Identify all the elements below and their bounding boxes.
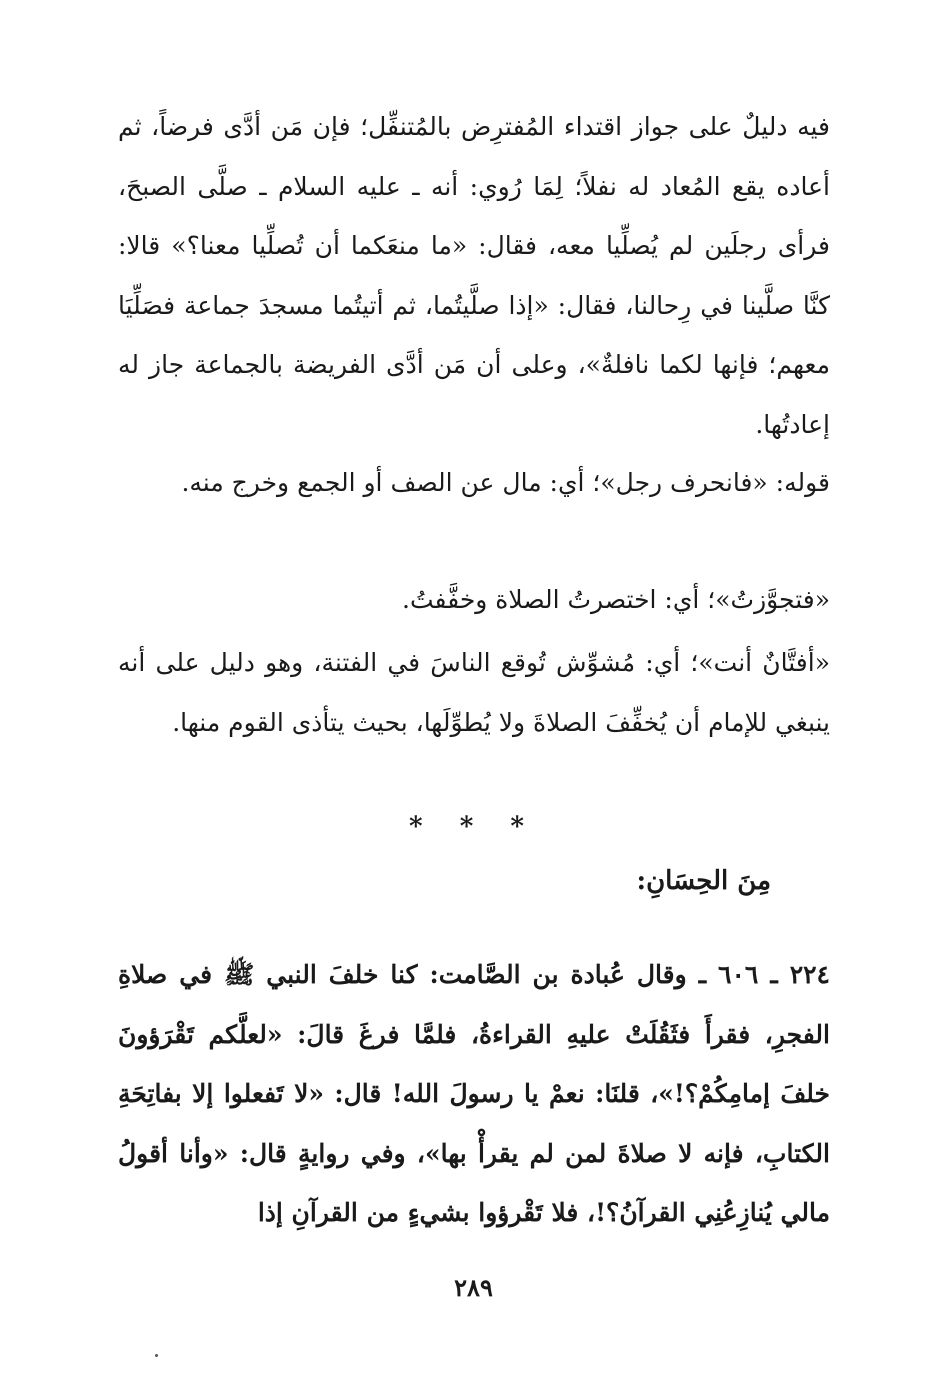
section-heading: مِنَ الحِسَانِ: <box>636 866 771 896</box>
print-speck <box>155 1354 158 1357</box>
page-number: ٢٨٩ <box>454 1273 493 1302</box>
section-separator: * * * <box>409 812 538 842</box>
paragraph-commentary-2: قوله: «فانحرف رجل»؛ أي: مال عن الصف أو الجمع وخرج منه. <box>181 468 830 497</box>
hadith-text: ٢٢٤ ـ ٦٠٦ ـ وقال عُبادة بن الصَّامت: كنا خلفَ النبي ﷺ في صلاةِ الفجرِ، فقرأَ فثَقُلَتْ عليهِ القراءةُ، فلمَّا فرغَ قالَ: «لعلَّكم تَقْرَؤونَ خلفَ إمامِكُمْ؟!»، قلنَا: نعمْ يا رسولَ الله! قال: «لا تَفعلوا إلا بفاتِحَةِ الكتابِ، فإنه لا صلاةَ لمن لم يقرأْ بها»، وفي روايةٍ قال: «وأنا أقولُ مالي يُنازِعُنِي القرآنُ؟!، فلا تَقْرؤوا بشيءٍ من القرآنِ إذا <box>118 960 830 1227</box>
paragraph-commentary-4: «أفتَّانٌ أنت»؛ أي: مُشوِّش تُوقع الناسَ في الفتنة، وهو دليل على أنه ينبغي للإمام أن يُخفِّفَ الصلاةَ ولا يُطوِّلَها، بحيث يتأذى القوم منها. <box>118 648 830 737</box>
paragraph-commentary-3: «فتجوَّزتُ»؛ أي: اختصرتُ الصلاة وخفَّفتُ. <box>402 585 830 614</box>
paragraph-commentary-1: فيه دليلٌ على جواز اقتداء المُفترِض بالمُتنفِّل؛ فإن مَن أدَّى فرضاً، ثم أعاده يقع المُعاد له نفلاً؛ لِمَا رُوي: أنه ـ عليه السلام ـ صلَّى الصبحَ، فرأى رجلَين لم يُصلِّيا معه، فقال: «ما منعَكما أن تُصلِّيا معنا؟» قالا: كنَّا صلَّينا في رِحالنا، فقال: «إذا صلَّيتُما، ثم أتيتُما مسجدَ جماعة فصَلِّيَا معهم؛ فإنها لكما نافلةٌ»، وعلى أن مَن أدَّى الفريضة بالجماعة جاز له إعادتُها. <box>118 112 830 439</box>
